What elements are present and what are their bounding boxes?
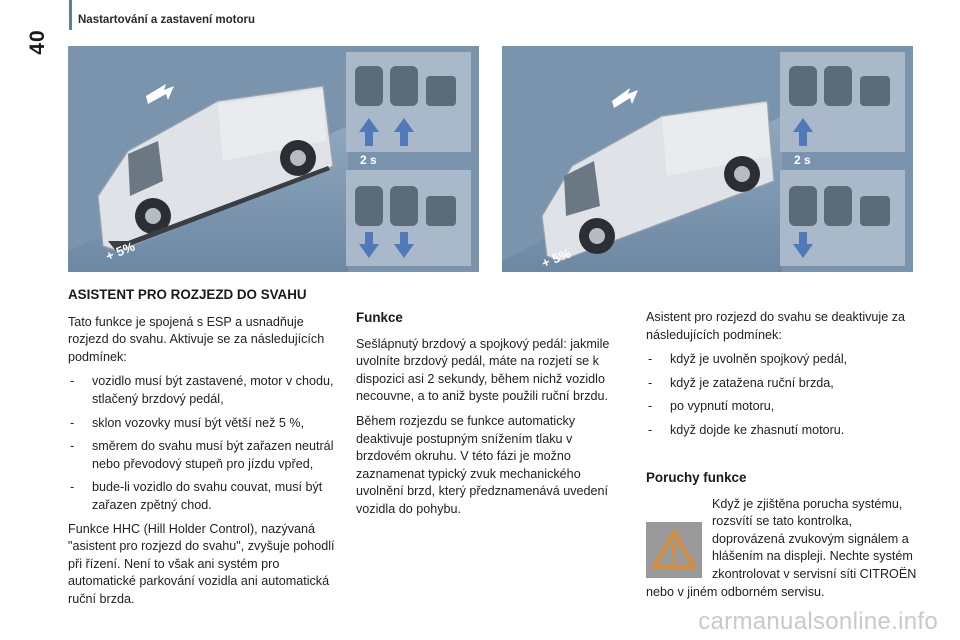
list-item: - když je uvolněn spojkový pedál, [646,351,916,369]
direction-arrow-icon [612,88,638,108]
conditions-list [68,373,338,514]
pedals-bottom-panel [346,170,471,266]
header-accent-bar [69,0,72,30]
watermark: carmanualsonline.info [698,608,938,635]
column-funkce [356,309,616,526]
deactivation-list [646,351,916,439]
funkce-paragraph-1: Sešlápnutý brzdový a spojkový pedál: jakmile uvolníte brzdový pedál, máte na rozjetí se k dispozici asi 2 sekundy, během nichž vozidlo necouvne, a to aniž byste použili ruční brzdu. [356,336,610,404]
page-number: 40 [26,29,49,55]
list-item: - po vypnutí motoru, [646,398,916,416]
column-deactivation [646,309,916,446]
intro-paragraph: Tato funkce je spojená s ESP a usnadňuje rozjezd do svahu. Aktivuje se za následujících podmínek: [68,314,325,364]
section-title: ASISTENT PRO ROZJEZD DO SVAHU [68,287,307,302]
list-item: - sklon vozovky musí být větší než 5 %, [68,415,338,433]
deactivation-intro: Asistent pro rozjezd do svahu se deaktivuje za následujících podmínek: [646,310,906,342]
timer-label: 2 s [360,153,377,167]
list-item: - když je zatažena ruční brzda, [646,375,916,393]
grade-label: + 5% [539,245,573,271]
faults-title: Poruchy funkce [646,470,747,485]
faults-section [646,469,918,601]
timer-label: 2 s [794,153,811,167]
list-item: - když dojde ke zhasnutí motoru. [646,422,916,440]
list-item: - směrem do svahu musí být zařazen neutrál nebo převodový stupeň pro jízdu vpřed, [68,438,338,473]
pedals-top-panel [780,52,905,152]
funkce-paragraph-2: Během rozjezdu se funkce automaticky deaktivuje postupným snížením tlaku v brzdovém okruhu. V této fázi je možno zaznamenat typický zvuk mechanického uvolnění brzd, který předznamenává uvedení vozidla do pohybu. [356,413,609,516]
list-item: - bude-li vozidlo do svahu couvat, musí být zařazen zpětný chod. [68,479,338,514]
pedals-bottom-panel [780,170,905,266]
list-item: - vozidlo musí být zastavené, motor v chodu, stlačený brzdový pedál, [68,373,338,408]
grade-label: + 5% [103,238,137,264]
warning-triangle-icon [651,529,697,571]
direction-arrow-icon [146,84,174,104]
illustration-hill-start-2 [502,46,913,272]
hhc-note: Funkce HHC (Hill Holder Control), nazývaná "asistent pro rozjezd do svahu", zvyšuje pohodlí při řízení. Není to však ani systém pro automatické parkování vozidla ani automatická ruční brzda. [68,521,335,606]
illustration-hill-start-1 [68,46,479,272]
funkce-title: Funkce [356,310,403,325]
pedals-top-panel [346,52,471,152]
warning-light-box [646,522,702,578]
faults-text: Když je zjištěna porucha systému, rozsvítí se tato kontrolka, doprovázená zvukovým signálem a hlášením na displeji. Nechte systém zkontrolovat v servisní síti CITROËN nebo v jiném odborném servisu. [646,496,917,599]
section-header: Nastartování a zastavení motoru [78,14,256,26]
column-intro [68,286,338,616]
